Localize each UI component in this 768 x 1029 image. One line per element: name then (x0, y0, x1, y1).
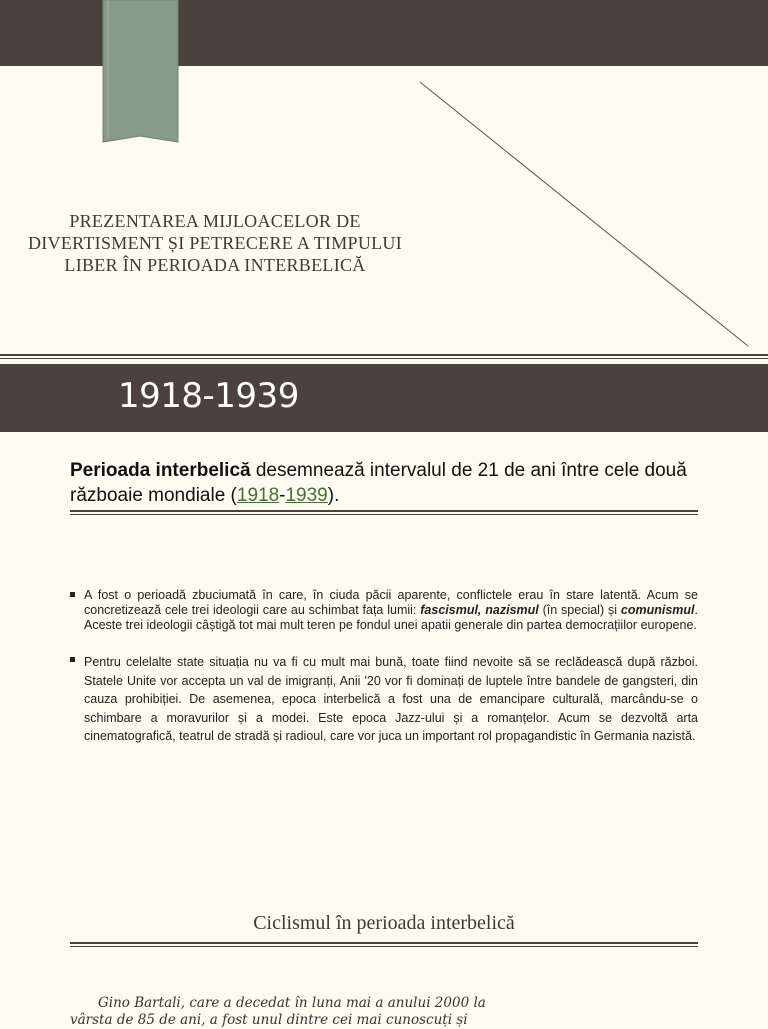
divider-section (70, 942, 698, 947)
bullet-item-2 (70, 653, 698, 746)
link-1918[interactable]: 1918 (236, 485, 280, 506)
intro-text-end: ). (327, 485, 340, 506)
title-line-3: LIBER ÎN PERIOADA INTERBELICĂ (64, 255, 366, 275)
title-line-2: DIVERTISMENT ȘI PETRECERE A TIMPULUI (27, 233, 403, 253)
intro-bold-term: Perioada interbelică (70, 460, 251, 481)
divider-intro (70, 510, 698, 515)
divider-top (0, 354, 768, 359)
bullet-1-text-end: . Aceste trei ideologii câștigă tot mai mult teren pe fondul unei apatii generale din partea democrațiilor europene. (84, 603, 698, 632)
year-range-heading: 1918-1939 (118, 376, 299, 416)
bullet-1-emphasis-1: fascismul, nazismul (420, 603, 539, 617)
intro-dash: - (279, 485, 286, 506)
bullet-1-text-mid: (în special) și (538, 603, 621, 617)
year-band (0, 364, 768, 432)
bullet-list (70, 588, 698, 746)
bullet-square-icon (70, 657, 75, 662)
bullet-2-text: Pentru celelalte state situația nu va fi cu mult mai bună, toate fiind nevoite să se reclădească după război. Statele Unite vor accepta un val de imigranți, Anii '20 vor fi dominați de luptele între bandele de gangsteri, din cauza prohibiției. De asemenea, epoca interbelică a fost una de emancipare culturală, marcându-se o schimbare a moravurilor și a modei. Este epoca Jazz-ului și a romanțelor. Acum se dezvoltă arta cinematografică, teatrul de stradă și radioul, care vor juca un important rol propagandistic în Germania nazistă. (84, 655, 698, 743)
link-1939[interactable]: 1939 (285, 485, 328, 506)
bullet-item-1 (70, 588, 698, 633)
bullet-1-text: A fost o perioadă zbuciumată în care, în ciuda păcii aparente, conflictele erau în stare latentă. Acum se concretizează cele trei ideologii care au schimbat fața lumii: (84, 588, 698, 617)
para-line-1: Gino Bartali, care a decedat în luna mai a anului 2000 la (98, 995, 486, 1011)
intro-paragraph (70, 458, 698, 508)
presentation-title (0, 210, 430, 276)
section-heading: Ciclismul în perioada interbelică (253, 912, 515, 934)
title-line-1: PREZENTAREA MIJLOACELOR DE (69, 211, 361, 231)
para-line-2: vârsta de 85 de ani, a fost unul dintre cei mai cunoscuți și (70, 1012, 468, 1028)
bookmark-ribbon (0, 0, 768, 150)
intro-text: desemnează intervalul de 21 de ani între cele două războaie mondiale ( (70, 460, 687, 506)
bullet-1-emphasis-2: comunismul (620, 603, 695, 617)
bullet-square-icon (70, 592, 75, 597)
